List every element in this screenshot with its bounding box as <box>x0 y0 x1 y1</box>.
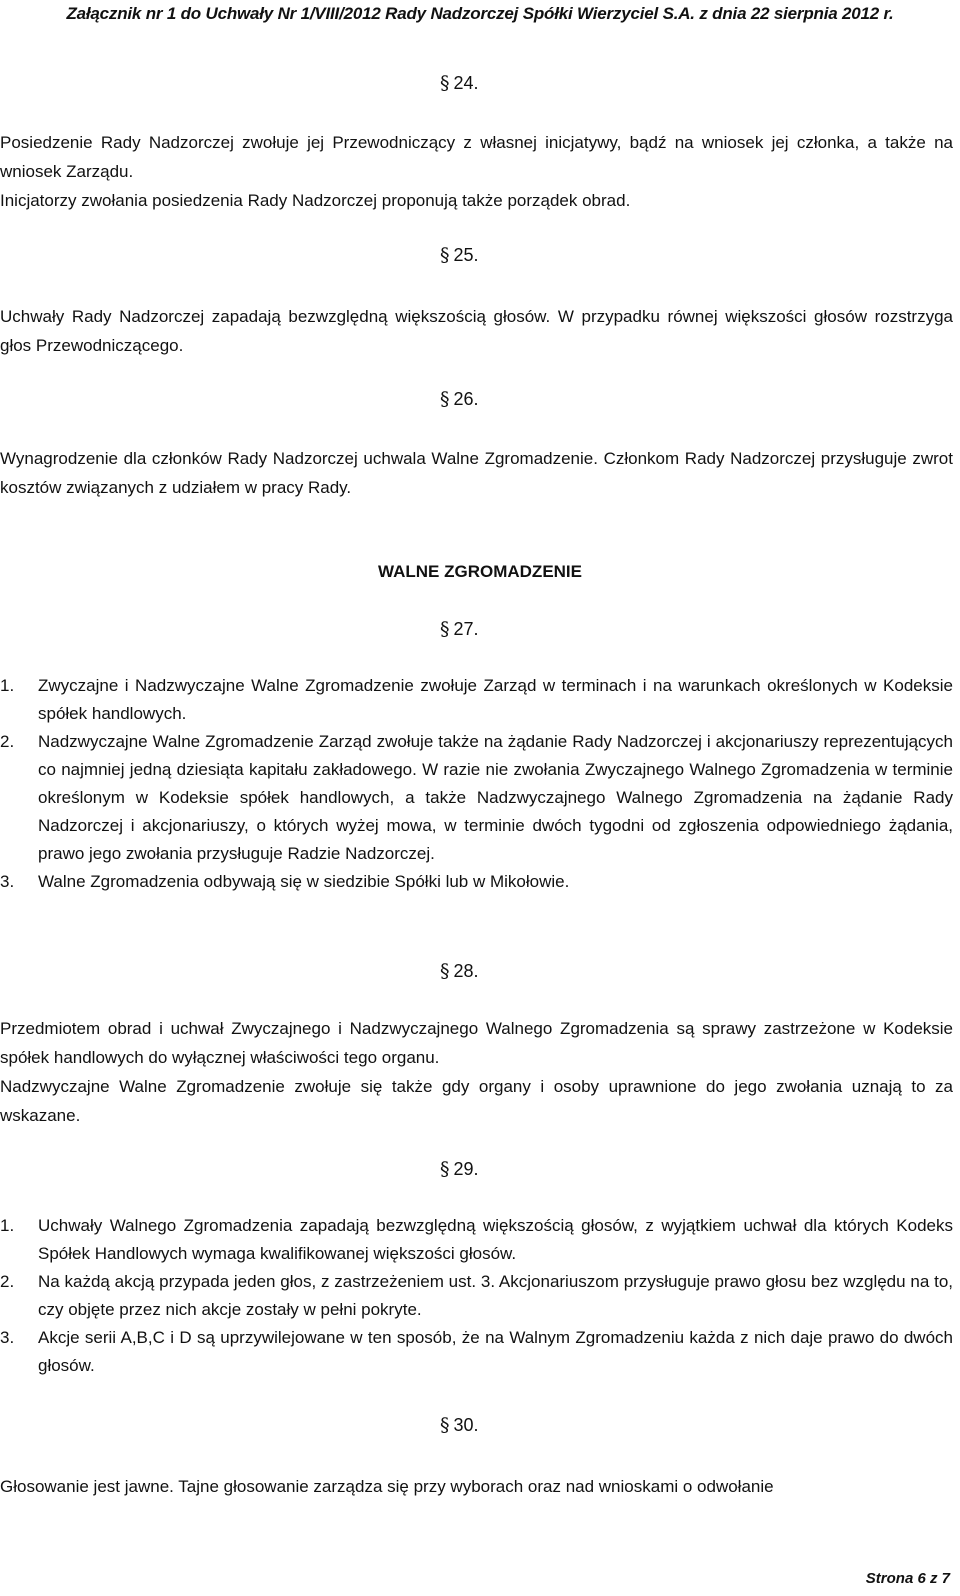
list-item <box>0 672 953 728</box>
section-29-title <box>440 1158 479 1180</box>
list-item-text: Walne Zgromadzenia odbywają się w siedzibie Spółki lub w Mikołowie. <box>38 872 570 891</box>
section-mark: § <box>440 1158 450 1180</box>
list-item <box>0 1268 953 1324</box>
list-item-text: Nadzwyczajne Walne Zgromadzenie Zarząd zwołuje także na żądanie Rady Nadzorczej i akcjonariuszy reprezentujących co najmniej jedną dziesiąta kapitału zakładowego. W razie nie zwołania Zwyczajnego Walnego Zgromadzenia w terminie określonym w Kodeksie spółek handlowych, a także Nadzwyczajnego Walnego Zgromadzenia na żądanie Rady Nadzorczej i akcjonariuszy, o których wyżej mowa, w terminie dwóch tygodni od zgłoszenia odpowiedniego żądania, prawo jego zwołania przysługuje Radzie Nadzorczej. <box>38 732 953 863</box>
page-footer: Strona 6 z 7 <box>865 1570 950 1587</box>
section-number: 25. <box>453 245 479 265</box>
section-mark: § <box>440 72 450 94</box>
section-24-title <box>440 72 479 94</box>
section-number: 24. <box>453 73 479 93</box>
paragraph-24-2: Inicjatorzy zwołania posiedzenia Rady Nadzorczej proponują także porządek obrad. <box>0 191 631 210</box>
section-30-title <box>440 1414 479 1436</box>
list-item-number: 3. <box>0 1328 15 1347</box>
paragraph-28-2: Nadzwyczajne Walne Zgromadzenie zwołuje się także gdy organy i osoby uprawnione do jego zwołania uznają to za wskazane. <box>0 1077 953 1125</box>
paragraph-24-1: Posiedzenie Rady Nadzorczej zwołuje jej Przewodniczący z własnej inicjatywy, bądź na wniosek jej członka, a także na wniosek Zarządu. <box>0 133 953 181</box>
section-mark: § <box>440 618 450 640</box>
section-mark: § <box>440 388 450 410</box>
section-28-title <box>440 960 479 982</box>
section-25-title <box>440 244 479 266</box>
list-item-number: 3. <box>0 872 15 891</box>
section-26-title <box>440 388 479 410</box>
list-item-text: Na każdą akcją przypada jeden głos, z zastrzeżeniem ust. 3. Akcjonariuszom przysługuje prawo głosu bez względu na to, czy objęte przez nich akcje zostały w pełni pokryte. <box>38 1272 953 1319</box>
list-item <box>0 1212 953 1268</box>
list-27 <box>0 672 953 896</box>
list-item-text: Uchwały Walnego Zgromadzenia zapadają bezwzględną większością głosów, z wyjątkiem uchwał dla których Kodeks Spółek Handlowych wymaga kwalifikowanej większości głosów. <box>38 1216 953 1263</box>
list-item <box>0 868 953 896</box>
list-29 <box>0 1212 953 1380</box>
list-item-number: 2. <box>0 732 15 751</box>
section-number: 27. <box>453 619 479 639</box>
list-item <box>0 1324 953 1380</box>
paragraph-25: Uchwały Rady Nadzorczej zapadają bezwzględną większością głosów. W przypadku równej większości głosów rozstrzyga głos Przewodniczącego. <box>0 307 953 355</box>
list-item-number: 2. <box>0 1272 15 1291</box>
section-mark: § <box>440 244 450 266</box>
section-27-title <box>440 618 479 640</box>
section-number: 28. <box>453 961 479 981</box>
section-number: 30. <box>453 1415 479 1435</box>
heading-walne-zgromadzenie: WALNE ZGROMADZENIE <box>378 562 582 581</box>
list-item <box>0 728 953 868</box>
paragraph-28-1: Przedmiotem obrad i uchwał Zwyczajnego i Nadzwyczajnego Walnego Zgromadzenia są sprawy zastrzeżone w Kodeksie spółek handlowych do wyłącznej właściwości tego organu. <box>0 1019 953 1067</box>
list-item-number: 1. <box>0 676 15 695</box>
list-item-text: Akcje serii A,B,C i D są uprzywilejowane w ten sposób, że na Walnym Zgromadzeniu każda z nich daje prawo do dwóch głosów. <box>38 1328 953 1375</box>
paragraph-30: Głosowanie jest jawne. Tajne głosowanie zarządza się przy wyborach oraz nad wnioskami o odwołanie <box>0 1477 774 1496</box>
paragraph-26: Wynagrodzenie dla członków Rady Nadzorczej uchwala Walne Zgromadzenie. Członkom Rady Nadzorczej przysługuje zwrot kosztów związanych z udziałem w pracy Rady. <box>0 449 953 497</box>
list-item-number: 1. <box>0 1216 15 1235</box>
section-mark: § <box>440 1414 450 1436</box>
section-mark: § <box>440 960 450 982</box>
section-number: 26. <box>453 389 479 409</box>
section-number: 29. <box>453 1159 479 1179</box>
list-item-text: Zwyczajne i Nadzwyczajne Walne Zgromadzenie zwołuje Zarząd w terminach i na warunkach określonych w Kodeksie spółek handlowych. <box>38 676 953 723</box>
page-header: Załącznik nr 1 do Uchwały Nr 1/VIII/2012 Rady Nadzorczej Spółki Wierzyciel S.A. z dnia 22 sierpnia 2012 r. <box>66 4 894 23</box>
